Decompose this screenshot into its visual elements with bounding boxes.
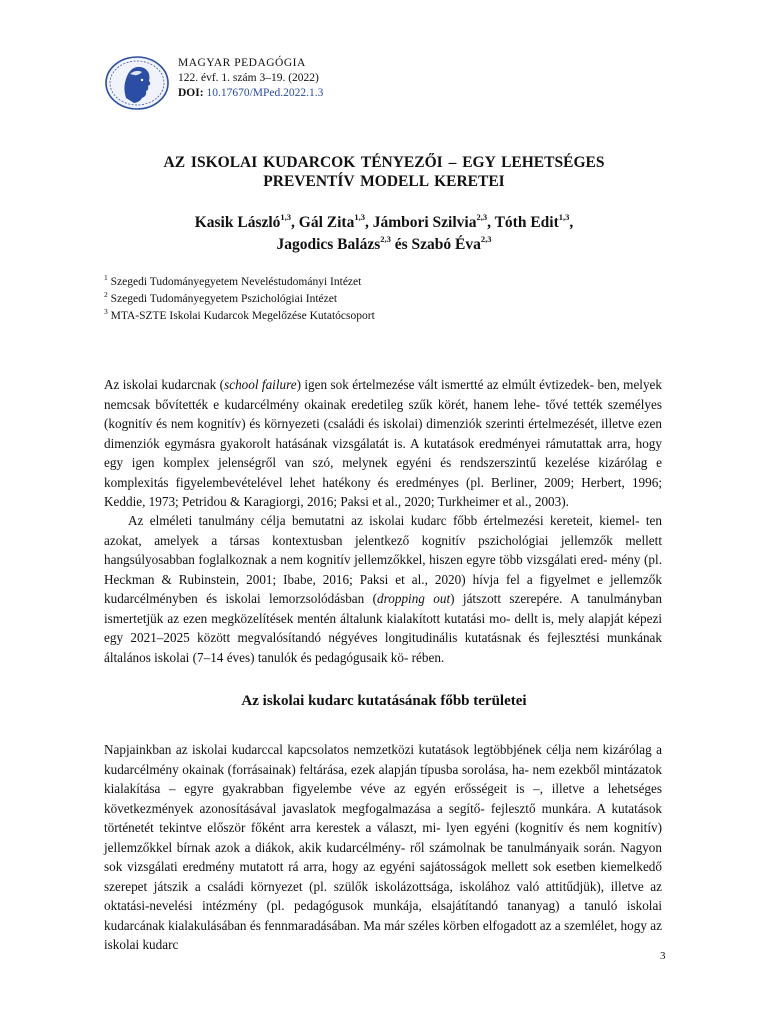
- journal-logo: [104, 56, 170, 110]
- doi-link[interactable]: 10.17670/MPed.2022.1.3: [206, 87, 324, 99]
- affiliation-item: [104, 274, 375, 291]
- author-name: Jagodics Balázs: [276, 236, 381, 253]
- section-heading: Az iskolai kudarc kutatásának főbb területei: [241, 693, 527, 709]
- affiliation-number: 3: [104, 307, 108, 316]
- title-line-2: PREVENTÍV MODELL KERETEI: [263, 173, 505, 190]
- author-affiliation: 2,3: [480, 234, 492, 244]
- text-run: Az iskolai kudarcnak (: [104, 377, 225, 392]
- affiliation-list: [104, 274, 375, 325]
- affiliation-number: 2: [104, 290, 108, 299]
- journal-header: [178, 56, 323, 101]
- text-run: ) játszott szerepére. A tanulmányban ismertetjük az ezen megközelítések mentén általunk kialakított kutatási mo- dellt is, mely alapját képezi egy 2021–2025 között megvalósítandó négyéves longitudinális kutatásnak és fejlesztési munkának általános iskolai (7–14 éves) tanulók és pedagógusaik kö- rében.: [104, 591, 662, 665]
- author-name: Jámbori Szilvia: [372, 214, 477, 231]
- author-affiliation: 1,3: [280, 212, 292, 222]
- journal-name: MAGYAR PEDAGÓGIA: [178, 57, 306, 69]
- author-separator: ,: [569, 214, 574, 231]
- author-affiliation: 2,3: [476, 212, 488, 222]
- author-affiliation: 1,3: [354, 212, 365, 222]
- doi-line: [178, 86, 323, 101]
- abstract-paragraph-2: [104, 511, 662, 667]
- italic-term: dropping out: [377, 591, 451, 606]
- affiliation-text: Szegedi Tudományegyetem Pszichológiai Intézet: [110, 293, 338, 305]
- abstract-paragraph-1: [104, 375, 662, 512]
- article-title: [100, 153, 668, 191]
- page-number: 3: [660, 950, 666, 962]
- affiliation-text: MTA-SZTE Iskolai Kudarcok Megelőzése Kutatócsoport: [110, 310, 375, 322]
- author-separator: ,: [291, 214, 299, 231]
- volume-info: 122. évf. 1. szám 3–19. (2022): [178, 72, 319, 84]
- author-affiliation: 1,3: [558, 212, 570, 222]
- author-separator: és: [390, 236, 412, 253]
- doi-label: DOI:: [178, 87, 207, 99]
- affiliation-number: 1: [104, 273, 108, 282]
- italic-term: school failure: [224, 377, 297, 392]
- author-separator: ,: [487, 214, 495, 231]
- text-run: ) igen sok értelmezése vált ismertté az elmúlt évtizedek- ben, melyek nemcsak bővítették e kudarcélmény okainak eredetileg szűk körét, hanem lehe- tővé tették személyes (kognitív és nem kognitív) és környezeti (családi és iskolai) dimenziók szerinti értelmezését, illetve ezen dimenziók egymásra gyakorolt hatásának vizsgálatát is. A kutatások eredményei rámutattak arra, hogy egy igen komplex jelenségről van szó, melynek egyéni és rendszerszintű kezelése kizárólag e komplexitás figyelembevételével lehet hatékony és eredményes (pl. Berliner, 2009; Herbert, 1996; Keddie, 1973; Petridou & Karagiorgi, 2016; Paksi et al., 2020; Turkheimer et al., 2003).: [104, 377, 663, 509]
- title-line-1: AZ ISKOLAI KUDARCOK TÉNYEZŐI – EGY LEHETSÉGES: [163, 154, 605, 171]
- affiliation-item: [104, 291, 375, 308]
- author-name: Gál Zita: [298, 214, 355, 231]
- author-affiliation: 2,3: [380, 234, 391, 244]
- author-list: [100, 212, 668, 256]
- author-name: Szabó Éva: [411, 236, 481, 253]
- author-separator: ,: [364, 214, 373, 231]
- affiliation-text: Szegedi Tudományegyetem Neveléstudományi Intézet: [110, 276, 362, 288]
- affiliation-item: [104, 308, 375, 325]
- body-paragraph: Napjainkban az iskolai kudarccal kapcsolatos nemzetközi kutatások legtöbbjének célja nem kizárólag a kudarcélmény okainak (forrásainak) feltárása, ezek alapján típusba sorolása, ha- nem ezekből mintázatok kialakítása – egyre gyakrabban figyelembe véve az egyén erősségeit is –, illetve a lehetséges következmények azonosításával javaslatok megfogalmazása a segítő- fejlesztő munkára. A kutatások történetét tekintve először főként arra kerestek a választ, mi- lyen egyéni (kognitív és nem kognitív) jellemzőkkel bírnak azok a diákok, akik kudarcélmény- ről számolnak be tanulmányaik során. Nagyon sok vizsgálati eredmény mutatott rá arra, hogy az egyéni sajátosságok mellett sok esetben kiemelkedő szerepet játszik a családi környezet (pl. szülők iskolázottsága, iskolához való attitűdjük), illetve az oktatási-nevelési intézmény (pl. pedagógusok munkája, elsajátítandó tananyag) a tanuló iskolai kudarcának kialakulásában és fennmaradásában. Ma már széles körben elfogadott az a szemlélet, hogy az iskolai kudarc: [104, 742, 662, 952]
- author-name: Tóth Edit: [494, 214, 559, 231]
- text-run: Az elméleti tanulmány célja bemutatni az iskolai kudarc főbb értelmezési kereteit, kiemel- ten azokat, amelyek a társas kontextusban jelentkező kognitív pszichológiai jellemzők mellett hangsúlyosabban foglalkoznak a nem kognitív jellemzőkkel, hiszen egyre több vizsgálati ered- mény (pl. Heckman & Rubinstein, 2001; Ibabe, 2016; Paksi et al., 2020) hívja fel a figyelmet e jellemzők kudarcélményben és iskolai lemorzsolódásban (: [104, 513, 662, 606]
- author-name: Kasik László: [194, 214, 281, 231]
